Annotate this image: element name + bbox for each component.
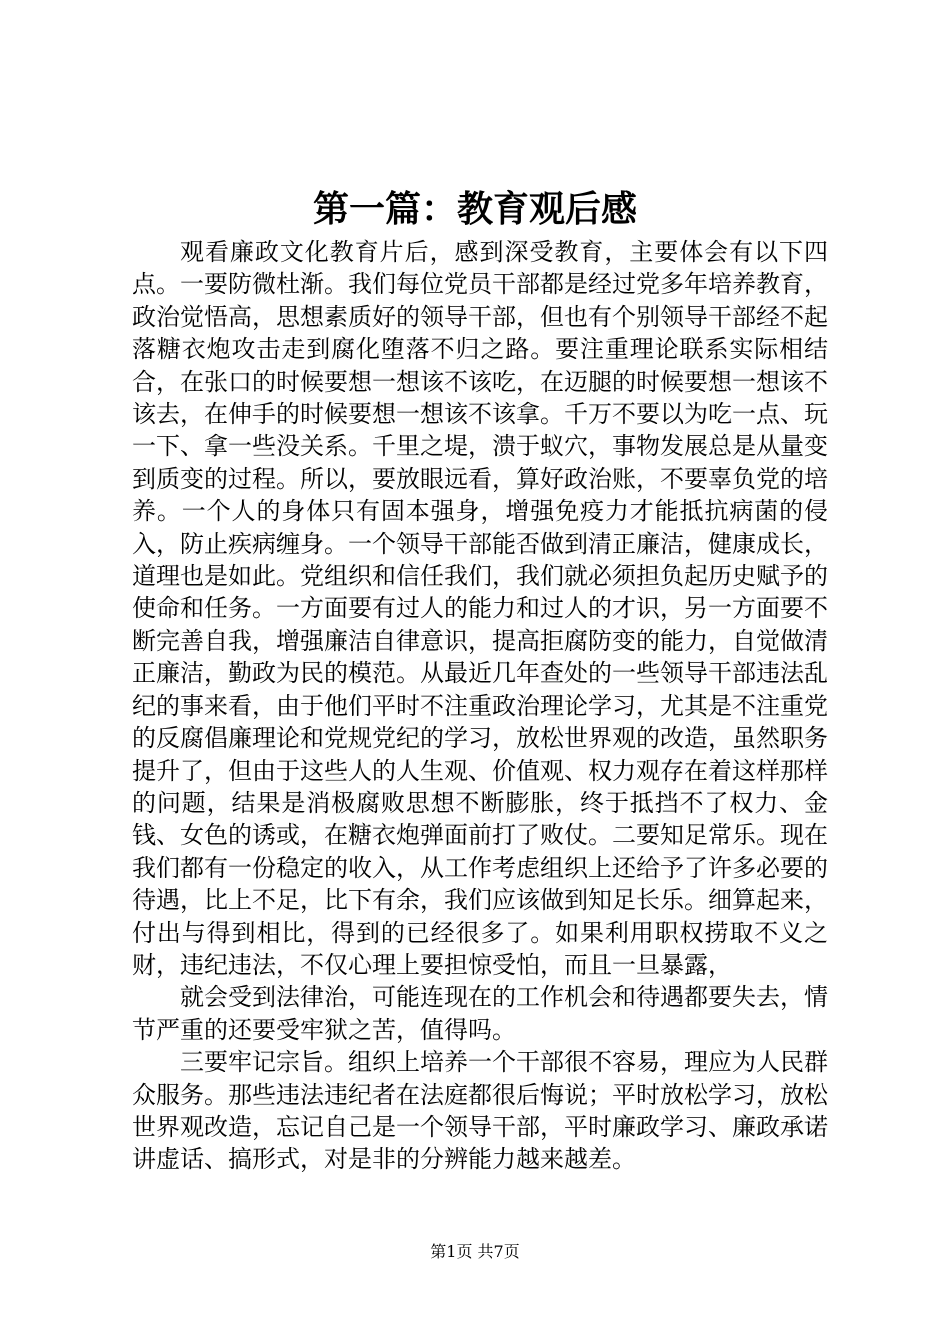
document-body <box>132 236 828 1176</box>
document-title: 第一篇：教育观后感 <box>312 188 637 230</box>
paragraph-2: 就会受到法律治，可能连现在的工作机会和待遇都要失去，情节严重的还要受牢狱之苦，值得吗。 <box>132 983 828 1044</box>
paragraph-1: 观看廉政文化教育片后，感到深受教育，主要体会有以下四点。一要防微杜渐。我们每位党员干部都是经过党多年培养教育，政治觉悟高，思想素质好的领导干部，但也有个别领导干部经不起落糖衣炮攻击走到腐化堕落不归之路。要注重理论联系实际相结合，在张口的时候要想一想该不该吃，在迈腿的时候要想一想该不该去，在伸手的时候要想一想该不该拿。千万不要以为吃一点、玩一下、拿一些没关系。千里之堤，溃于蚁穴，事物发展总是从量变到质变的过程。所以，要放眼远看，算好政治账，不要辜负党的培养。一个人的身体只有固本强身，增强免疫力才能抵抗病菌的侵入，防止疾病缠身。一个领导干部能否做到清正廉洁，健康成长，道理也是如此。党组织和信任我们，我们就必须担负起历史赋予的使命和任务。一方面要有过人的能力和过人的才识，另一方面要不断完善自我，增强廉洁自律意识，提高拒腐防变的能力，自觉做清正廉洁，勤政为民的模范。从最近几年查处的一些领导干部违法乱纪的事来看，由于他们平时不注重政治理论学习，尤其是不注重党的反腐倡廉理论和党规党纪的学习，放松世界观的改造，虽然职务提升了，但由于这些人的人生观、价值观、权力观存在着这样那样的问题，结果是消极腐败思想不断膨胀，终于抵挡不了权力、金钱、女色的诱或，在糖衣炮弹面前打了败仗。二要知足常乐。现在我们都有一份稳定的收入，从工作考虑组织上还给予了许多必要的待遇，比上不足，比下有余，我们应该做到知足长乐。细算起来，付出与得到相比，得到的已经很多了。如果利用职权捞取不义之财，违纪违法，不仅心理上要担惊受怕，而且一旦暴露， <box>132 238 828 979</box>
page-footer: 第1页 共7页 <box>430 1242 520 1261</box>
paragraph-3: 三要牢记宗旨。组织上培养一个干部很不容易，理应为人民群众服务。那些违法违纪者在法庭都很后悔说；平时放松学习，放松世界观改造，忘记自己是一个领导干部，平时廉政学习、廉政承诺讲虚话、搞形式，对是非的分辨能力越来越差。 <box>132 1048 828 1174</box>
